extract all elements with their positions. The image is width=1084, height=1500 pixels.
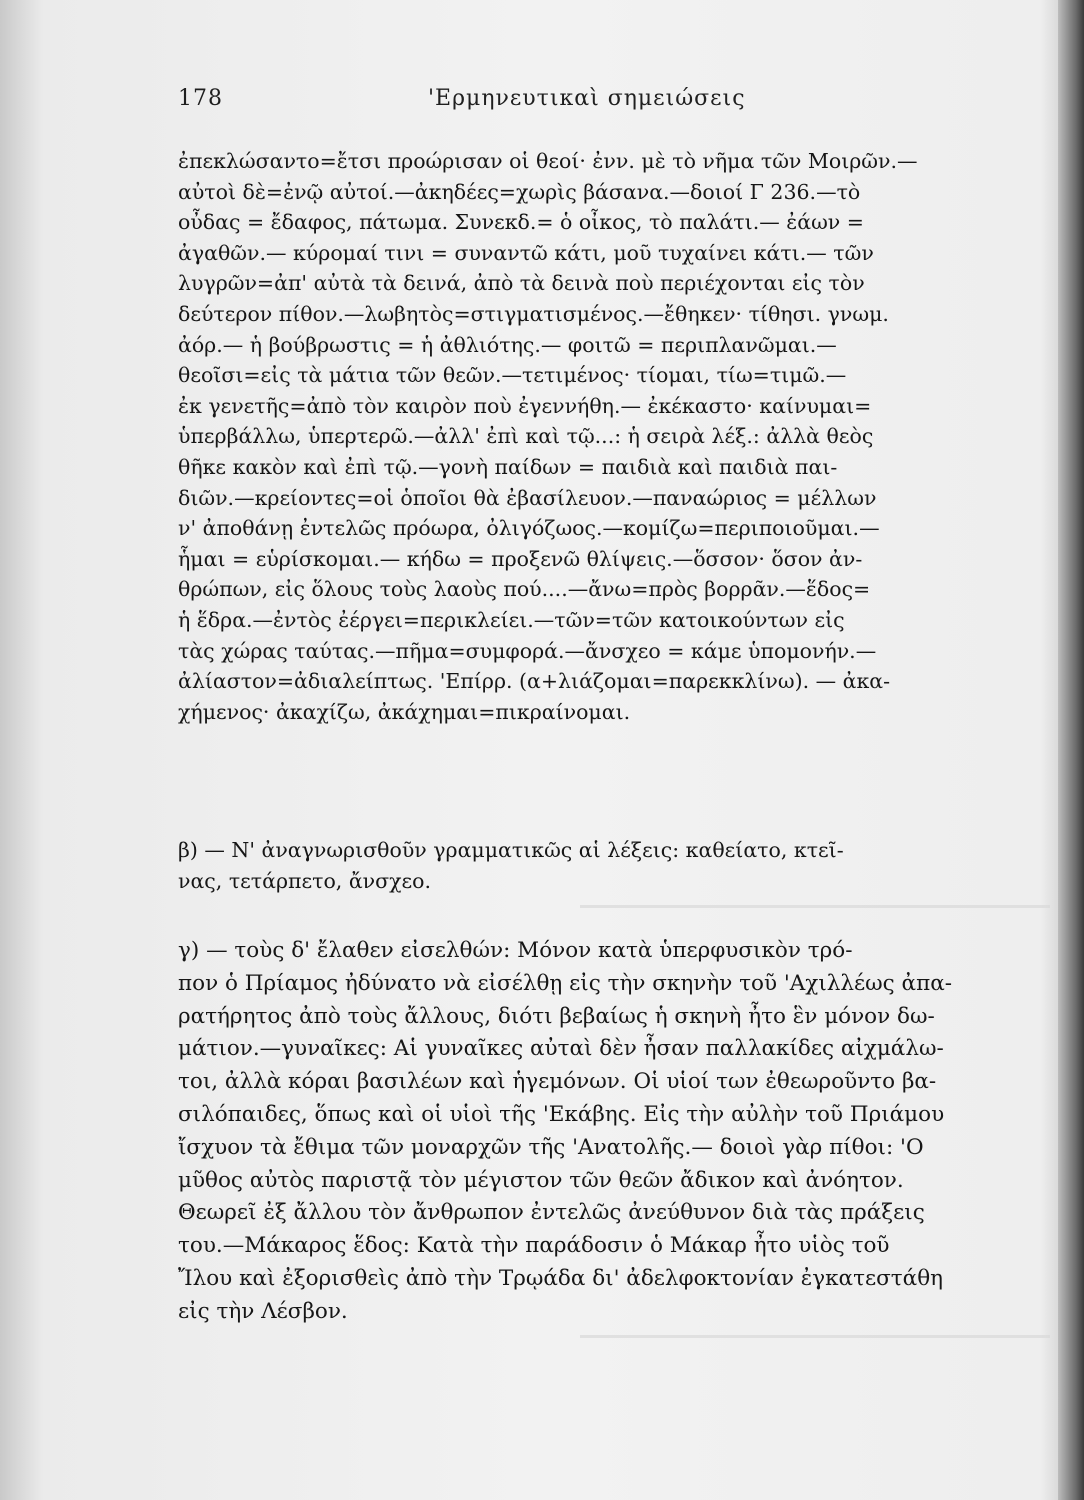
text-line: ἀόρ.— ἡ βούβρωστις = ἡ ἀθλιότης.— φοιτῶ = περιπλανῶμαι.— [178, 332, 837, 357]
bleed-through-mark [580, 1335, 1050, 1338]
text-line: ἴσχυον τὰ ἔθιμα τῶν μοναρχῶν τῆς 'Ανατολῆς.— δοιοὶ γὰρ πίθοι: 'Ο [178, 1134, 924, 1160]
text-line: δεύτερον πίθον.—λωβητὸς=στιγματισμένος.—ἔθηκεν· τίθησι. γνωμ. [178, 301, 889, 326]
text-line: διῶν.—κρείοντες=οἱ ὁποῖοι θὰ ἐβασίλευον.—παναώριος = μέλλων [178, 485, 877, 510]
section-b-paragraph [178, 835, 1033, 896]
page-number: 178 [178, 86, 223, 111]
book-spine-shadow [1058, 0, 1084, 1500]
text-line: αὐτοὶ δὲ=ἐνῷ αὐτοί.—ἀκηδέες=χωρὶς βάσανα.—δοιοί Γ 236.—τὸ [178, 179, 861, 204]
text-line: λυγρῶν=ἀπ' αὐτὰ τὰ δεινά, ἀπὸ τὰ δεινὰ ποὺ περιέχονται εἰς τὸν [178, 271, 865, 296]
running-title: 'Ερμηνευτικαὶ σημειώσεις [428, 86, 746, 111]
text-line: σιλόπαιδες, ὅπως καὶ οἱ υἱοὶ τῆς 'Εκάβης. Εἰς τὴν αὐλὴν τοῦ Πριάμου [178, 1101, 945, 1127]
text-line: ὑπερβάλλω, ὑπερτερῶ.—ἀλλ' ἐπὶ καὶ τῷ...: ἡ σειρὰ λέξ.: ἀλλὰ θεὸς [178, 424, 874, 449]
page-header [178, 86, 1038, 118]
text-line: ἡ ἕδρα.—ἐντὸς ἐέργει=περικλείει.—τῶν=τῶν κατοικούντων εἰς [178, 607, 845, 632]
text-line: νας, τετάρπετο, ἄνσχεο. [178, 868, 432, 893]
text-line: μῦθος αὐτὸς παριστᾷ τὸν μέγιστον τῶν θεῶν ἄδικον καὶ ἀνόητον. [178, 1167, 904, 1193]
text-line: οὖδας = ἔδαφος, πάτωμα. Συνεκδ.= ὁ οἶκος, τὸ παλάτι.— ἐάων = [178, 210, 864, 235]
text-line: μάτιον.—γυναῖκες: Αἱ γυναῖκες αὐταὶ δὲν ἦσαν παλλακίδες αἰχμάλω- [178, 1036, 944, 1062]
text-line: ἧμαι = εὑρίσκομαι.— κήδω = προξενῶ θλίψεις.—ὅσσον· ὅσον ἀν- [178, 546, 863, 571]
text-line: χήμενος· ἀκαχίζω, ἀκάχημαι=πικραίνομαι. [178, 699, 631, 724]
text-line: τοι, ἀλλὰ κόραι βασιλέων καὶ ἡγεμόνων. Οἱ υἱοί των ἐθεωροῦντο βα- [178, 1069, 937, 1095]
text-line: ἀλίαστον=ἀδιαλείπτως. 'Επίρρ. (α+λιάζομαι=παρεκκλίνω). — ἀκα- [178, 669, 891, 694]
text-line: ρατήρητος ἀπὸ τοὺς ἄλλους, διότι βεβαίως ἡ σκηνὴ ἦτο ἓν μόνον δω- [178, 1003, 935, 1029]
text-line: β) — Ν' ἀναγνωρισθοῦν γραμματικῶς αἱ λέξεις: καθείατο, κτεῖ- [178, 838, 844, 862]
text-line: Ἴλου καὶ ἐξορισθεὶς ἀπὸ τὴν Τρῳάδα δι' ἀδελφοκτονίαν ἐγκατεστάθη [178, 1265, 944, 1291]
glossary-section-a [178, 146, 1033, 727]
text-line: ἀγαθῶν.— κύρομαί τινι = συναντῶ κάτι, μοῦ τυχαίνει κάτι.— τῶν [178, 240, 874, 265]
text-line: του.—Μάκαρος ἕδος: Κατὰ τὴν παράδοσιν ὁ Μάκαρ ἦτο υἱὸς τοῦ [178, 1233, 890, 1259]
text-line: γ) — τοὺς δ' ἔλαθεν εἰσελθών: Μόνον κατὰ ὑπερφυσικὸν τρό- [178, 938, 853, 963]
bleed-through-mark [580, 905, 1050, 908]
text-line: θεοῖσι=εἰς τὰ μάτια τῶν θεῶν.—τετιμένος· τίομαι, τίω=τιμῶ.— [178, 363, 847, 388]
text-line: θρώπων, εἰς ὅλους τοὺς λαοὺς πού....—ἄνω=πρὸς βορρᾶν.—ἕδος= [178, 577, 871, 602]
text-line: τὰς χώρας ταύτας.—πῆμα=συμφορά.—ἄνσχεο = κάμε ὑπομονήν.— [178, 638, 877, 663]
text-line: Θεωρεῖ ἐξ ἄλλου τὸν ἄνθρωπον ἐντελῶς ἀνεύθυνον διὰ τὰς πράξεις [178, 1200, 925, 1226]
text-line: ἐπεκλώσαντο=ἔτσι προώρισαν οἱ θεοί· ἐνν. μὲ τὸ νῆμα τῶν Μοιρῶν.— [178, 149, 918, 173]
section-c-paragraph [178, 935, 1033, 1329]
text-line: πον ὁ Πρίαμος ἠδύνατο νὰ εἰσέλθῃ εἰς τὴν σκηνὴν τοῦ 'Αχιλλέως ἀπα- [178, 970, 952, 996]
text-line: εἰς τὴν Λέσβον. [178, 1298, 348, 1324]
text-line: θῆκε κακὸν καὶ ἐπὶ τῷ.—γονὴ παίδων = παιδιὰ καὶ παιδιὰ παι- [178, 454, 838, 479]
text-line: ἐκ γενετῆς=ἀπὸ τὸν καιρὸν ποὺ ἐγεννήθη.— ἐκέκαστο· καίνυμαι= [178, 393, 872, 418]
text-line: ν' ἀποθάνῃ ἐντελῶς πρόωρα, ὀλιγόζωος.—κομίζω=περιποιοῦμαι.— [178, 516, 880, 541]
